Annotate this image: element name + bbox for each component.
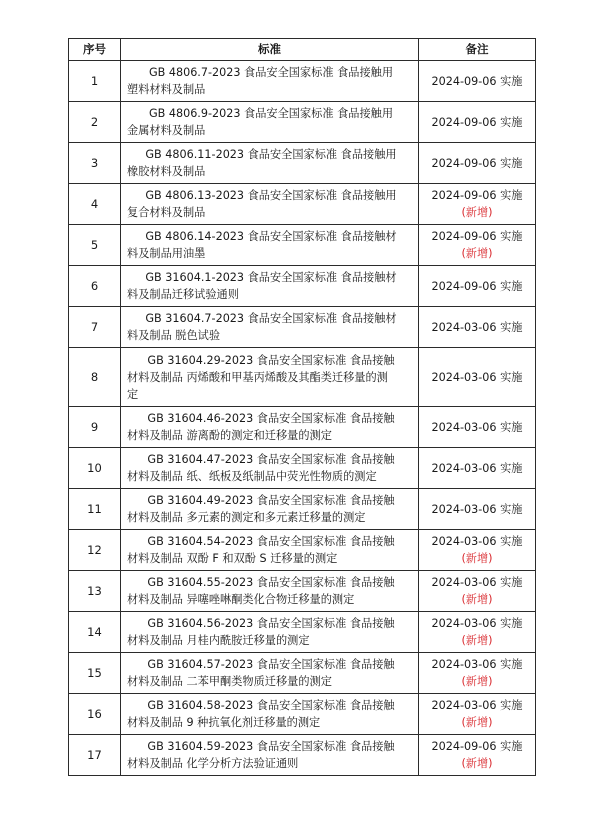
note-cell <box>419 102 536 143</box>
row-number: 15 <box>69 653 121 694</box>
standards-table <box>68 38 536 776</box>
note-cell <box>419 653 536 694</box>
standard-line-3: 定 <box>127 387 139 401</box>
standard-line-1: GB 31604.59-2023 食品安全国家标准 食品接触 <box>147 740 395 753</box>
effective-date: 2024-03-06 实施 <box>431 658 523 671</box>
note-cell <box>419 571 536 612</box>
standard-line-2: 材料及制品 化学分析方法验证通则 <box>127 757 299 770</box>
standard-line-2: 材料及制品 9 种抗氧化剂迁移量的测定 <box>127 716 321 729</box>
standard-line-2: 料及制品 脱色试验 <box>127 329 221 342</box>
note-cell <box>419 143 536 184</box>
standard-line-2: 材料及制品 多元素的测定和多元素迁移量的测定 <box>127 511 366 524</box>
effective-date: 2024-03-06 实施 <box>431 320 523 334</box>
standard-line-1: GB 31604.1-2023 食品安全国家标准 食品接触材 <box>145 271 397 284</box>
effective-date: 2024-03-06 实施 <box>431 420 523 434</box>
standard-line-1: GB 31604.46-2023 食品安全国家标准 食品接触 <box>147 412 395 425</box>
standard-cell <box>121 407 419 448</box>
standard-line-1: GB 31604.57-2023 食品安全国家标准 食品接触 <box>147 658 395 671</box>
table-row <box>69 348 536 407</box>
row-number: 5 <box>69 225 121 266</box>
standard-cell <box>121 61 419 102</box>
table-row <box>69 307 536 348</box>
standard-line-2: 材料及制品 纸、纸板及纸制品中荧光性物质的测定 <box>127 470 377 483</box>
standard-line-1: GB 31604.29-2023 食品安全国家标准 食品接触 <box>147 353 395 367</box>
standard-cell <box>121 448 419 489</box>
table-row <box>69 571 536 612</box>
row-number: 9 <box>69 407 121 448</box>
row-number: 7 <box>69 307 121 348</box>
table-row <box>69 407 536 448</box>
table-row <box>69 184 536 225</box>
standard-line-2: 材料及制品 月桂内酰胺迁移量的测定 <box>127 634 310 647</box>
standard-line-2: 材料及制品 双酚 F 和双酚 S 迁移量的测定 <box>127 552 338 565</box>
note-cell <box>419 735 536 776</box>
standard-line-1: GB 31604.7-2023 食品安全国家标准 食品接触材 <box>145 312 397 325</box>
effective-date: 2024-09-06 实施 <box>431 189 523 202</box>
new-tag: (新增) <box>461 757 493 770</box>
standard-cell <box>121 530 419 571</box>
standard-cell <box>121 266 419 307</box>
table-row <box>69 266 536 307</box>
standard-line-2: 材料及制品 二苯甲酮类物质迁移量的测定 <box>127 675 332 688</box>
standard-line-2: 塑料材料及制品 <box>127 83 206 96</box>
note-cell <box>419 266 536 307</box>
standard-line-1: GB 4806.11-2023 食品安全国家标准 食品接触用 <box>145 148 397 161</box>
standard-line-2: 橡胶材料及制品 <box>127 165 206 178</box>
note-cell <box>419 448 536 489</box>
standard-cell <box>121 225 419 266</box>
effective-date: 2024-09-06 实施 <box>431 156 523 170</box>
standard-line-1: GB 4806.9-2023 食品安全国家标准 食品接触用 <box>148 107 394 120</box>
note-cell <box>419 612 536 653</box>
standard-line-1: GB 4806.7-2023 食品安全国家标准 食品接触用 <box>148 66 394 79</box>
table-row <box>69 612 536 653</box>
row-number: 16 <box>69 694 121 735</box>
note-cell <box>419 407 536 448</box>
standard-line-2: 金属材料及制品 <box>127 124 206 137</box>
new-tag: (新增) <box>461 675 493 688</box>
table-row <box>69 448 536 489</box>
header-note: 备注 <box>419 39 536 61</box>
effective-date: 2024-09-06 实施 <box>431 74 523 88</box>
note-cell <box>419 61 536 102</box>
standard-line-2: 料及制品迁移试验通则 <box>127 288 239 301</box>
note-cell <box>419 225 536 266</box>
header-standard: 标准 <box>121 39 419 61</box>
row-number: 17 <box>69 735 121 776</box>
effective-date: 2024-03-06 实施 <box>431 461 523 475</box>
standard-cell <box>121 102 419 143</box>
standards-table-container <box>68 38 536 776</box>
standard-line-1: GB 4806.14-2023 食品安全国家标准 食品接触材 <box>145 230 397 243</box>
standard-line-1: GB 31604.49-2023 食品安全国家标准 食品接触 <box>147 494 395 507</box>
row-number: 11 <box>69 489 121 530</box>
effective-date: 2024-09-06 实施 <box>431 115 523 129</box>
row-number: 4 <box>69 184 121 225</box>
row-number: 8 <box>69 348 121 407</box>
table-row <box>69 694 536 735</box>
effective-date: 2024-09-06 实施 <box>431 740 523 753</box>
standard-line-1: GB 31604.55-2023 食品安全国家标准 食品接触 <box>147 576 395 589</box>
row-number: 12 <box>69 530 121 571</box>
standard-cell <box>121 735 419 776</box>
effective-date: 2024-03-06 实施 <box>431 699 523 712</box>
note-cell <box>419 489 536 530</box>
row-number: 14 <box>69 612 121 653</box>
effective-date: 2024-03-06 实施 <box>431 502 523 516</box>
standard-line-1: GB 31604.56-2023 食品安全国家标准 食品接触 <box>147 617 395 630</box>
new-tag: (新增) <box>461 206 493 219</box>
table-row <box>69 489 536 530</box>
standard-cell <box>121 143 419 184</box>
table-row <box>69 653 536 694</box>
standard-cell <box>121 571 419 612</box>
note-cell <box>419 307 536 348</box>
table-row <box>69 102 536 143</box>
row-number: 10 <box>69 448 121 489</box>
effective-date: 2024-03-06 实施 <box>431 370 523 384</box>
new-tag: (新增) <box>461 552 493 565</box>
standard-line-2: 复合材料及制品 <box>127 206 206 219</box>
row-number: 2 <box>69 102 121 143</box>
note-cell <box>419 530 536 571</box>
standard-cell <box>121 184 419 225</box>
new-tag: (新增) <box>461 634 493 647</box>
standard-line-1: GB 31604.58-2023 食品安全国家标准 食品接触 <box>147 699 395 712</box>
standard-line-2: 料及制品用油墨 <box>127 247 206 260</box>
new-tag: (新增) <box>461 716 493 729</box>
effective-date: 2024-09-06 实施 <box>431 230 523 243</box>
standard-line-1: GB 4806.13-2023 食品安全国家标准 食品接触用 <box>145 189 397 202</box>
table-row <box>69 530 536 571</box>
standard-line-2: 材料及制品 游离酚的测定和迁移量的测定 <box>127 429 332 442</box>
table-header-row <box>69 39 536 61</box>
header-no: 序号 <box>69 39 121 61</box>
standard-cell <box>121 489 419 530</box>
effective-date: 2024-03-06 实施 <box>431 535 523 548</box>
standard-cell <box>121 653 419 694</box>
table-row <box>69 61 536 102</box>
row-number: 1 <box>69 61 121 102</box>
table-row <box>69 225 536 266</box>
standard-cell <box>121 694 419 735</box>
new-tag: (新增) <box>461 593 493 606</box>
effective-date: 2024-03-06 实施 <box>431 617 523 630</box>
standard-cell <box>121 612 419 653</box>
new-tag: (新增) <box>461 247 493 260</box>
row-number: 6 <box>69 266 121 307</box>
row-number: 13 <box>69 571 121 612</box>
standard-cell <box>121 307 419 348</box>
note-cell <box>419 694 536 735</box>
note-cell <box>419 348 536 407</box>
standard-line-2: 材料及制品 丙烯酸和甲基丙烯酸及其酯类迁移量的测 <box>127 370 388 384</box>
standard-cell <box>121 348 419 407</box>
row-number: 3 <box>69 143 121 184</box>
standard-line-1: GB 31604.47-2023 食品安全国家标准 食品接触 <box>147 453 395 466</box>
effective-date: 2024-09-06 实施 <box>431 279 523 293</box>
note-cell <box>419 184 536 225</box>
table-row <box>69 143 536 184</box>
table-row <box>69 735 536 776</box>
effective-date: 2024-03-06 实施 <box>431 576 523 589</box>
standard-line-2: 材料及制品 异噻唑啉酮类化合物迁移量的测定 <box>127 593 355 606</box>
standard-line-1: GB 31604.54-2023 食品安全国家标准 食品接触 <box>147 535 395 548</box>
